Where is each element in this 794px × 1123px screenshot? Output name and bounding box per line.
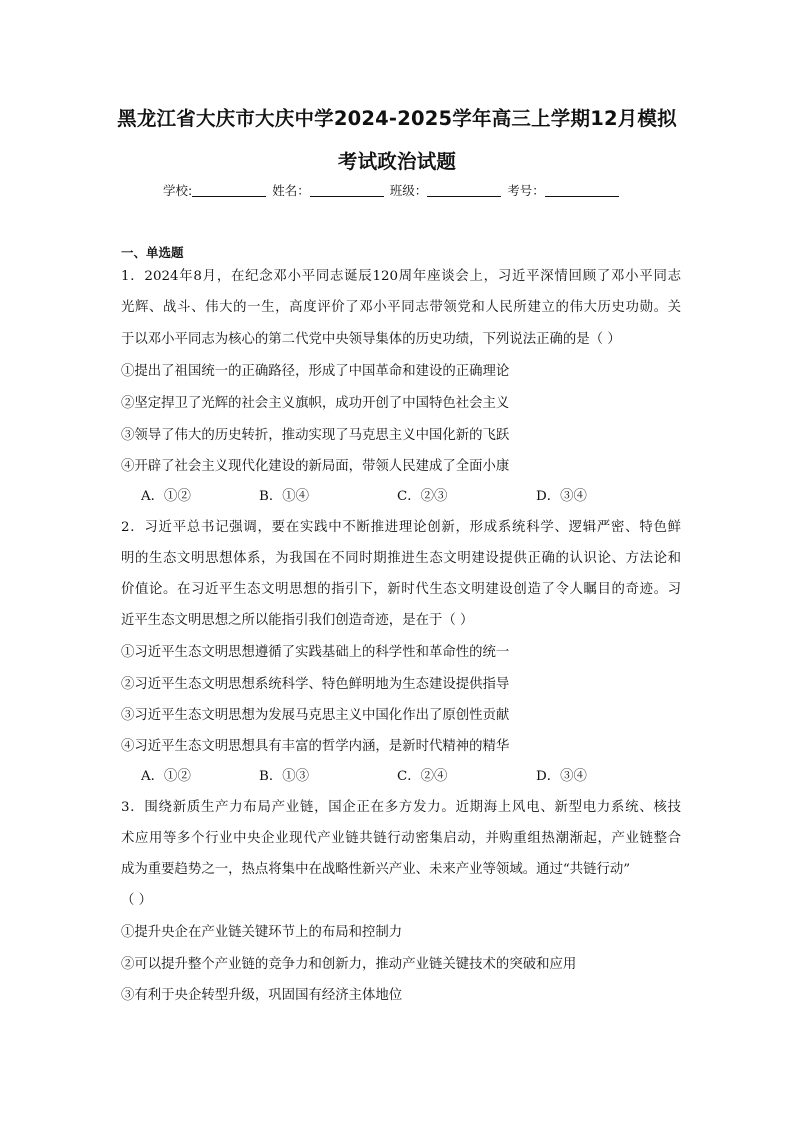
- name-label: 姓名：: [272, 183, 310, 198]
- q3-item-1: ①提升央企在产业链关键环节上的布局和控制力: [121, 925, 403, 940]
- q3-stem-line: （ ）: [121, 893, 153, 908]
- q3-stem-line: 3．围绕新质生产力布局产业链，国企正在多方发力。近期海上风电、新型电力系统、核技: [121, 800, 681, 815]
- q2-stem-line: 近平生态文明思想之所以能指引我们创造奇迹，是在于（ ）: [121, 613, 474, 628]
- name-blank[interactable]: [310, 183, 384, 197]
- q3-item-2: ②可以提升整个产业链的竞争力和创新力，推动产业链关键技术的突破和应用: [121, 957, 577, 972]
- number-blank[interactable]: [545, 183, 619, 197]
- q3-item-3: ③有利于央企转型升级，巩固国有经济主体地位: [121, 988, 403, 1003]
- q1-item-1: ①提出了祖国统一的正确路径，形成了中国革命和建设的正确理论: [121, 364, 510, 379]
- class-label: 班级：: [389, 183, 428, 198]
- q2-stem-line: 价值论。在习近平生态文明思想的指引下，新时代生态文明建设创造了令人瞩目的奇迹。习: [121, 582, 681, 597]
- q2-stem-line: 明的生态文明思想体系，为我国在不同时期推进生态文明建设提供正确的认识论、方法论和: [121, 551, 681, 566]
- q2-item-1: ①习近平生态文明思想遵循了实践基础上的科学性和革命性的统一: [121, 645, 510, 660]
- section-heading: 一、单选题: [121, 245, 184, 260]
- q1-option-a[interactable]: A．①②: [141, 489, 191, 504]
- q2-option-b[interactable]: B．①③: [259, 769, 310, 784]
- class-blank[interactable]: [427, 183, 501, 197]
- q1-item-2: ②坚定捍卫了光辉的社会主义旗帜，成功开创了中国特色社会主义: [121, 396, 510, 411]
- school-blank[interactable]: [192, 183, 266, 197]
- q1-option-d[interactable]: D．③④: [536, 489, 587, 504]
- q1-option-b[interactable]: B．①④: [259, 489, 310, 504]
- q1-option-c[interactable]: C．②③: [397, 489, 448, 504]
- exam-title-line-2: 考试政治试题: [337, 150, 457, 173]
- q3-stem-line: 术应用等多个行业中央企业现代产业链共链行动密集启动，并购重组热潮渐起，产业链整合: [121, 831, 681, 846]
- exam-title-line-1: 黑龙江省大庆市大庆中学2024-2025学年高三上学期12月模拟: [117, 107, 677, 130]
- number-label: 考号：: [507, 183, 545, 198]
- q2-item-4: ④习近平生态文明思想具有丰富的哲学内涵，是新时代精神的精华: [121, 739, 510, 754]
- q2-option-a[interactable]: A．①②: [141, 769, 191, 784]
- q1-stem-line: 于以邓小平同志为核心的第二代党中央领导集体的历史功绩，下列说法正确的是（ ）: [121, 332, 621, 347]
- q3-stem-line: 成为重要趋势之一，热点将集中在战略性新兴产业、未来产业等领域。通过“共链行动”: [121, 862, 631, 877]
- q2-item-2: ②习近平生态文明思想系统科学、特色鲜明地为生态建设提供指导: [121, 677, 510, 692]
- q1-stem-line: 光辉、战斗、伟大的一生，高度评价了邓小平同志带领党和人民所建立的伟大历史功勋。关: [121, 300, 681, 315]
- q2-stem-line: 2．习近平总书记强调，要在实践中不断推进理论创新，形成系统科学、逻辑严密、特色鲜: [121, 520, 681, 535]
- q2-item-3: ③习近平生态文明思想为发展马克思主义中国化作出了原创性贡献: [121, 708, 510, 723]
- q2-option-c[interactable]: C．②④: [397, 769, 448, 784]
- q1-item-4: ④开辟了社会主义现代化建设的新局面，带领人民建成了全面小康: [121, 459, 510, 474]
- q1-stem-line: 1．2024年8月，在纪念邓小平同志诞辰120周年座谈会上，习近平深情回顾了邓小平同志: [121, 269, 681, 284]
- q1-item-3: ③领导了伟大的历史转折，推动实现了马克思主义中国化新的飞跃: [121, 428, 510, 443]
- school-label: 学校:: [163, 183, 193, 198]
- student-info-row: [163, 181, 621, 199]
- q2-option-d[interactable]: D．③④: [536, 769, 587, 784]
